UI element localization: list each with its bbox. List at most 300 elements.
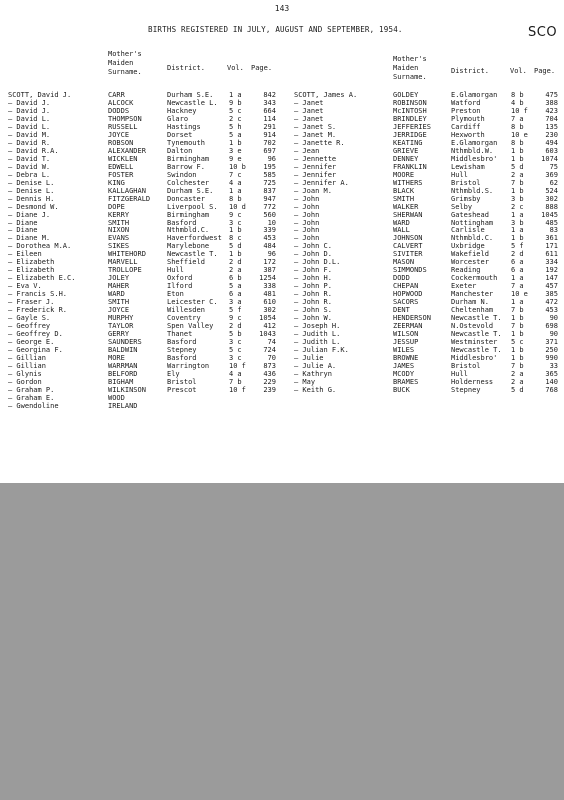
page-ref-left: 481 bbox=[263, 290, 276, 299]
maiden-header-line: Maiden bbox=[393, 64, 419, 72]
volume-right: 7 b bbox=[511, 322, 524, 331]
district-right: Newcastle T. bbox=[451, 346, 502, 354]
page-ref-left: 873 bbox=[263, 361, 276, 370]
page-ref-left: 560 bbox=[263, 210, 276, 219]
page-ref-left: 664 bbox=[263, 106, 276, 115]
child-name-right: — John C. bbox=[294, 242, 332, 251]
volume-left: 1 a bbox=[229, 186, 242, 195]
mother-maiden-surname-right: SIMMONDS bbox=[393, 266, 427, 275]
mother-maiden-surname-right: GOLDEY bbox=[393, 91, 419, 99]
district-header-right: District. bbox=[451, 67, 489, 75]
page-ref-left: 436 bbox=[263, 369, 276, 378]
page-ref-left: 1043 bbox=[259, 330, 276, 339]
maiden-header-line: Mother's bbox=[393, 55, 427, 63]
mother-maiden-surname-right: JAMES bbox=[393, 361, 415, 370]
mother-maiden-surname-left: FITZGERALD bbox=[108, 194, 151, 203]
child-name-right: — Judith L. bbox=[294, 338, 341, 347]
page-ref-left: 302 bbox=[263, 306, 276, 315]
mother-maiden-surname-right: DENT bbox=[393, 306, 410, 315]
maiden-header-line: Mother's bbox=[108, 50, 142, 58]
mother-maiden-surname-right: HENDERSON bbox=[393, 314, 431, 323]
child-name-left: — Elizabeth bbox=[8, 258, 55, 267]
district-right: Holderness bbox=[451, 377, 494, 386]
page-ref-left: 96 bbox=[267, 154, 276, 163]
child-name-left: — George E. bbox=[8, 338, 55, 347]
volume-right: 6 a bbox=[511, 258, 524, 267]
child-name-left: — Diane M. bbox=[8, 234, 51, 243]
volume-right: 5 d bbox=[511, 162, 524, 171]
page-ref-right: 888 bbox=[545, 202, 558, 211]
volume-left: 1 b bbox=[229, 226, 242, 235]
child-name-right: — Keith G. bbox=[294, 385, 337, 394]
district-left: Willesden bbox=[167, 306, 205, 315]
volume-right: 7 a bbox=[511, 114, 524, 123]
mother-maiden-surname-left: ALCOCK bbox=[108, 98, 134, 107]
page-ref-right: 494 bbox=[545, 138, 558, 147]
page-ref-left: 453 bbox=[263, 234, 276, 243]
district-right: Middlesbro' bbox=[451, 353, 498, 362]
mother-maiden-surname-left: SIKES bbox=[108, 242, 130, 251]
page-ref-left: 610 bbox=[263, 298, 276, 307]
volume-left: 2 d bbox=[229, 322, 242, 331]
page-ref-right: 83 bbox=[549, 226, 558, 235]
volume-right: 4 b bbox=[511, 98, 524, 107]
mother-maiden-surname-left: KALLAGHAN bbox=[108, 186, 146, 195]
district-right: Hull bbox=[451, 369, 468, 378]
child-name-left: — Graham E. bbox=[8, 393, 55, 402]
mother-maiden-surname-left: WOOD bbox=[108, 393, 125, 402]
district-left: Newcastle L. bbox=[167, 98, 218, 107]
volume-right: 1 b bbox=[511, 314, 524, 323]
volume-right: 1 a bbox=[511, 298, 524, 307]
district-left: Nthmbld.C. bbox=[167, 226, 210, 235]
mother-maiden-surname-left: WICKLEN bbox=[108, 154, 138, 163]
child-name-left: — Frederick R. bbox=[8, 306, 68, 315]
district-left: Doncaster bbox=[167, 194, 205, 203]
volume-left: 5 c bbox=[229, 346, 242, 354]
page-ref-left: 339 bbox=[263, 226, 276, 235]
child-name-left: — Francis S.H. bbox=[8, 290, 68, 299]
district-right: Manchester bbox=[451, 290, 494, 299]
mother-maiden-surname-left: BELFORD bbox=[108, 369, 138, 378]
volume-right: 1 b bbox=[511, 353, 524, 362]
child-name-right: — Janet bbox=[294, 114, 324, 123]
page-ref-right: 385 bbox=[545, 290, 558, 299]
mother-maiden-surname-left: THOMPSON bbox=[108, 114, 142, 123]
page-ref-left: 914 bbox=[263, 130, 276, 139]
mother-maiden-surname-left: EDWELL bbox=[108, 162, 134, 171]
child-name-left: — Eva V. bbox=[8, 282, 42, 291]
mother-maiden-surname-left: WHITEHORD bbox=[108, 250, 146, 259]
district-left: Hastings bbox=[167, 122, 201, 131]
district-left: Warrington bbox=[167, 361, 210, 370]
page-ref-left: 343 bbox=[263, 98, 276, 107]
page-ref-left: 1054 bbox=[259, 314, 276, 323]
volume-left: 5 a bbox=[229, 282, 242, 291]
child-name-right: — Joseph H. bbox=[294, 322, 341, 331]
page-ref-left: 291 bbox=[263, 122, 276, 131]
mother-maiden-surname-right: KEATING bbox=[393, 138, 423, 147]
page-ref-right: 768 bbox=[545, 385, 558, 394]
page-ref-left: 74 bbox=[267, 338, 276, 347]
volume-left: 10 b bbox=[229, 162, 246, 171]
maiden-header-left bbox=[108, 50, 142, 77]
page-ref-right: 147 bbox=[545, 274, 558, 283]
page-ref-left: 195 bbox=[263, 162, 276, 171]
mother-maiden-surname-left: GERRY bbox=[108, 330, 130, 339]
volume-left: 1 b bbox=[229, 250, 242, 259]
mother-maiden-surname-right: BUCK bbox=[393, 385, 410, 394]
child-name-right: — Janet bbox=[294, 106, 324, 115]
page-ref-right: 230 bbox=[545, 130, 558, 139]
district-right: Selby bbox=[451, 202, 473, 211]
volume-right: 10 e bbox=[511, 130, 528, 139]
district-left: Colchester bbox=[167, 178, 210, 187]
volume-right: 10 f bbox=[511, 106, 528, 115]
child-name-right: — John W. bbox=[294, 314, 332, 323]
child-name-left: — Elizabeth E.C. bbox=[8, 274, 76, 283]
district-left: Durham S.E. bbox=[167, 186, 214, 195]
mother-maiden-surname-left: DOPE bbox=[108, 202, 125, 211]
district-right: Bristol bbox=[451, 361, 481, 370]
volume-right: 1 b bbox=[511, 234, 524, 243]
vol-header-right: Vol. bbox=[510, 67, 527, 75]
district-right: Exeter bbox=[451, 282, 477, 291]
page-ref-left: 947 bbox=[263, 194, 276, 203]
volume-right: 1 a bbox=[511, 210, 524, 219]
page-ref-left: 387 bbox=[263, 266, 276, 275]
district-left: Hackney bbox=[167, 106, 197, 115]
child-name-right: — John H. bbox=[294, 274, 332, 283]
volume-right: 2 c bbox=[511, 202, 524, 211]
district-right: Watford bbox=[451, 98, 481, 107]
district-right: E.Glamorgan bbox=[451, 138, 498, 147]
page-ref-left: 772 bbox=[263, 202, 276, 211]
volume-left: 8 b bbox=[229, 194, 242, 203]
volume-left: 10 f bbox=[229, 385, 246, 394]
volume-left: 9 e bbox=[229, 154, 242, 163]
district-header-left: District. bbox=[167, 64, 205, 72]
district-right: Nthmbld.S. bbox=[451, 186, 494, 195]
mother-maiden-surname-left: MAHER bbox=[108, 282, 130, 291]
volume-right: 1 b bbox=[511, 146, 524, 155]
volume-left: 3 c bbox=[229, 353, 242, 362]
district-left: Bristol bbox=[167, 377, 197, 386]
page-ref-left: 697 bbox=[263, 146, 276, 155]
child-name-right: SCOTT, James A. bbox=[294, 91, 358, 99]
mother-maiden-surname-left: JOYCE bbox=[108, 130, 130, 139]
mother-maiden-surname-right: SIVITER bbox=[393, 250, 423, 259]
page-ref-left: 114 bbox=[263, 114, 276, 123]
district-left: Coventry bbox=[167, 314, 201, 323]
mother-maiden-surname-right: DENNEY bbox=[393, 154, 419, 163]
mother-maiden-surname-right: WILES bbox=[393, 346, 415, 354]
page-ref-right: 250 bbox=[545, 346, 558, 354]
volume-left: 9 b bbox=[229, 98, 242, 107]
mother-maiden-surname-left: ROBSON bbox=[108, 138, 134, 147]
volume-left: 4 a bbox=[229, 369, 242, 378]
volume-right: 1 b bbox=[511, 330, 524, 339]
mother-maiden-surname-right: ZEERMAN bbox=[393, 322, 423, 331]
volume-right: 7 a bbox=[511, 282, 524, 291]
district-left: Durham S.E. bbox=[167, 91, 214, 99]
district-left: Dorset bbox=[167, 130, 193, 139]
child-name-left: — Gillian bbox=[8, 353, 46, 362]
mother-maiden-surname-left: SMITH bbox=[108, 298, 130, 307]
page-ref-left: 842 bbox=[263, 91, 276, 99]
child-name-right: — John D. bbox=[294, 250, 332, 259]
volume-right: 5 f bbox=[511, 242, 524, 251]
child-name-left: — David J. bbox=[8, 106, 51, 115]
child-name-left: — Desmond W. bbox=[8, 202, 59, 211]
page-ref-left: 10 bbox=[267, 218, 276, 227]
child-name-right: — John D.L. bbox=[294, 258, 341, 267]
page-ref-right: 365 bbox=[545, 369, 558, 378]
mother-maiden-surname-left: NIXON bbox=[108, 226, 130, 235]
district-right: Bristol bbox=[451, 178, 481, 187]
child-name-left: — David W. bbox=[8, 162, 51, 171]
volume-left: 4 a bbox=[229, 178, 242, 187]
mother-maiden-surname-right: SACORS bbox=[393, 298, 419, 307]
child-name-left: — Denise L. bbox=[8, 178, 55, 187]
child-name-left: — Dorothea M.A. bbox=[8, 242, 72, 251]
mother-maiden-surname-left: BIGHAM bbox=[108, 377, 134, 386]
district-right: Nthmbld.W. bbox=[451, 146, 494, 155]
mother-maiden-surname-right: HOPWOOD bbox=[393, 290, 423, 299]
volume-left: 7 c bbox=[229, 170, 242, 179]
page-ref-left: 229 bbox=[263, 377, 276, 386]
district-right: Middlesbro' bbox=[451, 154, 498, 163]
child-name-right: — Janette R. bbox=[294, 138, 345, 147]
maiden-header-line: Surname. bbox=[108, 68, 142, 76]
page-ref-right: 135 bbox=[545, 122, 558, 131]
district-left: Tynemouth bbox=[167, 138, 205, 147]
mother-maiden-surname-right: CALVERT bbox=[393, 242, 423, 251]
page-ref-right: 423 bbox=[545, 106, 558, 115]
child-name-left: — Fraser J. bbox=[8, 298, 55, 307]
mother-maiden-surname-left: MURPHY bbox=[108, 314, 134, 323]
mother-maiden-surname-left: WARRMAN bbox=[108, 361, 138, 370]
page-header-right: Page. bbox=[534, 67, 556, 75]
mother-maiden-surname-right: JEFFERIES bbox=[393, 122, 431, 131]
volume-left: 2 a bbox=[229, 266, 242, 275]
page-ref-left: 484 bbox=[263, 242, 276, 251]
page-title: BIRTHS REGISTERED IN JULY, AUGUST AND SEPTEMBER, 1954. bbox=[148, 25, 403, 34]
mother-maiden-surname-left: TROLLOPE bbox=[108, 266, 142, 275]
child-name-right: — Julie A. bbox=[294, 361, 337, 370]
child-name-right: — Judith L. bbox=[294, 330, 341, 339]
mother-maiden-surname-right: WALKER bbox=[393, 202, 419, 211]
page-ref-right: 524 bbox=[545, 186, 558, 195]
child-name-left: — David T. bbox=[8, 154, 51, 163]
child-name-right: — Janet S. bbox=[294, 122, 337, 131]
child-name-left: — David L. bbox=[8, 122, 51, 131]
child-name-right: — Jennifer bbox=[294, 170, 337, 179]
vol-header-left: Vol. bbox=[227, 64, 244, 72]
page-ref-left: 338 bbox=[263, 282, 276, 291]
child-name-left: — Graham P. bbox=[8, 385, 55, 394]
volume-left: 10 d bbox=[229, 202, 246, 211]
district-left: Thanet bbox=[167, 330, 193, 339]
volume-right: 1 b bbox=[511, 186, 524, 195]
child-name-right: — Jennifer A. bbox=[294, 178, 349, 187]
district-right: Westminster bbox=[451, 338, 498, 347]
child-name-left: — Debra L. bbox=[8, 170, 51, 179]
page-ref-right: 371 bbox=[545, 338, 558, 347]
volume-left: 2 d bbox=[229, 258, 242, 267]
volume-right: 1 a bbox=[511, 274, 524, 283]
district-right: Uxbridge bbox=[451, 242, 485, 251]
child-name-right: — Jennifer bbox=[294, 162, 337, 171]
volume-right: 3 b bbox=[511, 194, 524, 203]
child-name-right: — John bbox=[294, 234, 320, 243]
page-ref-left: 412 bbox=[263, 322, 276, 331]
volume-right: 10 e bbox=[511, 290, 528, 299]
volume-right: 3 b bbox=[511, 218, 524, 227]
mother-maiden-surname-left: CARR bbox=[108, 91, 125, 99]
district-left: Eton bbox=[167, 290, 184, 299]
mother-maiden-surname-right: WILSON bbox=[393, 330, 419, 339]
page-header-left: Page. bbox=[251, 64, 273, 72]
child-name-left: — Geoffrey bbox=[8, 322, 51, 331]
volume-left: 5 h bbox=[229, 122, 242, 131]
volume-right: 6 a bbox=[511, 266, 524, 275]
district-left: Basford bbox=[167, 353, 197, 362]
district-left: Basford bbox=[167, 338, 197, 347]
mother-maiden-surname-right: FRANKLIN bbox=[393, 162, 427, 171]
volume-left: 5 f bbox=[229, 306, 242, 315]
mother-maiden-surname-right: BRINDLEY bbox=[393, 114, 427, 123]
mother-maiden-surname-left: MARVELL bbox=[108, 258, 138, 267]
child-name-left: — Diane J. bbox=[8, 210, 51, 219]
district-left: Spen Valley bbox=[167, 322, 214, 331]
child-name-left: — Gayle S. bbox=[8, 314, 51, 323]
page-ref-right: 361 bbox=[545, 234, 558, 243]
child-name-right: — John bbox=[294, 194, 320, 203]
page-ref-left: 1254 bbox=[259, 274, 276, 283]
child-name-right: — John S. bbox=[294, 306, 332, 315]
volume-right: 5 d bbox=[511, 385, 524, 394]
page-ref-right: 369 bbox=[545, 170, 558, 179]
district-right: Carlisle bbox=[451, 226, 485, 235]
maiden-header-line: Maiden bbox=[108, 59, 134, 67]
district-right: Plymouth bbox=[451, 114, 485, 123]
mother-maiden-surname-right: JOHNSON bbox=[393, 234, 423, 243]
page-ref-right: 33 bbox=[549, 361, 558, 370]
child-name-left: SCOTT, David J. bbox=[8, 91, 72, 99]
child-name-left: — Glynis bbox=[8, 369, 42, 378]
district-right: Reading bbox=[451, 266, 481, 275]
mother-maiden-surname-right: DODD bbox=[393, 274, 410, 283]
maiden-header-line: Surname. bbox=[393, 73, 427, 81]
child-name-left: — Georgina F. bbox=[8, 346, 63, 354]
mother-maiden-surname-left: SAUNDERS bbox=[108, 338, 142, 347]
mother-maiden-surname-left: JOYCE bbox=[108, 306, 130, 315]
district-left: Ilford bbox=[167, 282, 193, 291]
district-right: Cockermouth bbox=[451, 274, 498, 283]
mother-maiden-surname-left: IRELAND bbox=[108, 401, 138, 410]
child-name-left: — Dennis H. bbox=[8, 194, 55, 203]
volume-left: 10 f bbox=[229, 361, 246, 370]
district-left: Liverpool S. bbox=[167, 202, 218, 211]
mother-maiden-surname-left: RUSSELL bbox=[108, 122, 138, 131]
child-name-right: — Joan M. bbox=[294, 186, 332, 195]
volume-right: 2 a bbox=[511, 377, 524, 386]
child-name-right: — John R. bbox=[294, 290, 332, 299]
unscanned-area bbox=[0, 483, 564, 800]
page-ref-left: 70 bbox=[267, 353, 276, 362]
child-name-right: — Kathryn bbox=[294, 369, 332, 378]
child-name-right: — John bbox=[294, 218, 320, 227]
child-name-left: — Denise L. bbox=[8, 186, 55, 195]
district-left: Birmingham bbox=[167, 154, 210, 163]
child-name-left: — David R.A. bbox=[8, 146, 59, 155]
district-right: Cheltenham bbox=[451, 306, 494, 315]
district-left: Oxford bbox=[167, 274, 193, 283]
district-left: Leicester C. bbox=[167, 298, 218, 307]
district-left: Marylebone bbox=[167, 242, 210, 251]
volume-right: 2 a bbox=[511, 369, 524, 378]
district-left: Ely bbox=[167, 369, 180, 378]
mother-maiden-surname-right: BROWNE bbox=[393, 353, 419, 362]
mother-maiden-surname-right: MOORE bbox=[393, 170, 415, 179]
district-left: Haverfordwest bbox=[167, 234, 222, 243]
mother-maiden-surname-right: JESSUP bbox=[393, 338, 419, 347]
mother-maiden-surname-right: WARD bbox=[393, 218, 410, 227]
page-ref-right: 603 bbox=[545, 146, 558, 155]
district-left: Dalton bbox=[167, 146, 193, 155]
page-ref-right: 192 bbox=[545, 266, 558, 275]
mother-maiden-surname-left: WARD bbox=[108, 290, 125, 299]
volume-right: 8 b bbox=[511, 138, 524, 147]
mother-maiden-surname-left: TAYLOR bbox=[108, 322, 134, 331]
district-left: Prescot bbox=[167, 385, 197, 394]
page-ref-left: 585 bbox=[263, 170, 276, 179]
mother-maiden-surname-left: KERRY bbox=[108, 210, 130, 219]
volume-left: 9 c bbox=[229, 210, 242, 219]
child-name-right: — Janet bbox=[294, 98, 324, 107]
child-name-left: — Elizabeth bbox=[8, 266, 55, 275]
mother-maiden-surname-right: SHERWAN bbox=[393, 210, 423, 219]
child-name-left: — Geoffrey D. bbox=[8, 330, 63, 339]
page-ref-right: 90 bbox=[549, 330, 558, 339]
page-ref-right: 475 bbox=[545, 91, 558, 99]
district-right: Preston bbox=[451, 106, 481, 115]
district-left: Swindon bbox=[167, 170, 197, 179]
mother-maiden-surname-right: WALL bbox=[393, 226, 410, 235]
volume-right: 1 b bbox=[511, 346, 524, 354]
district-right: Stepney bbox=[451, 385, 481, 394]
district-right: Worcester bbox=[451, 258, 489, 267]
district-right: Lewisham bbox=[451, 162, 485, 171]
volume-left: 3 e bbox=[229, 146, 242, 155]
district-right: Wakefield bbox=[451, 250, 489, 259]
mother-maiden-surname-right: GRIEVE bbox=[393, 146, 419, 155]
page-ref-right: 388 bbox=[545, 98, 558, 107]
child-name-right: — Julie bbox=[294, 353, 324, 362]
mother-maiden-surname-left: KING bbox=[108, 178, 125, 187]
child-name-left: — Diane bbox=[8, 218, 38, 227]
volume-left: 6 a bbox=[229, 290, 242, 299]
mother-maiden-surname-right: SMITH bbox=[393, 194, 415, 203]
child-name-left: — Gillian bbox=[8, 361, 46, 370]
child-name-right: — John P. bbox=[294, 282, 332, 291]
child-name-left: — Diane bbox=[8, 226, 38, 235]
maiden-header-right bbox=[393, 55, 427, 82]
page-ref-right: 75 bbox=[549, 162, 558, 171]
page-ref-right: 302 bbox=[545, 194, 558, 203]
mother-maiden-surname-right: MASON bbox=[393, 258, 415, 267]
